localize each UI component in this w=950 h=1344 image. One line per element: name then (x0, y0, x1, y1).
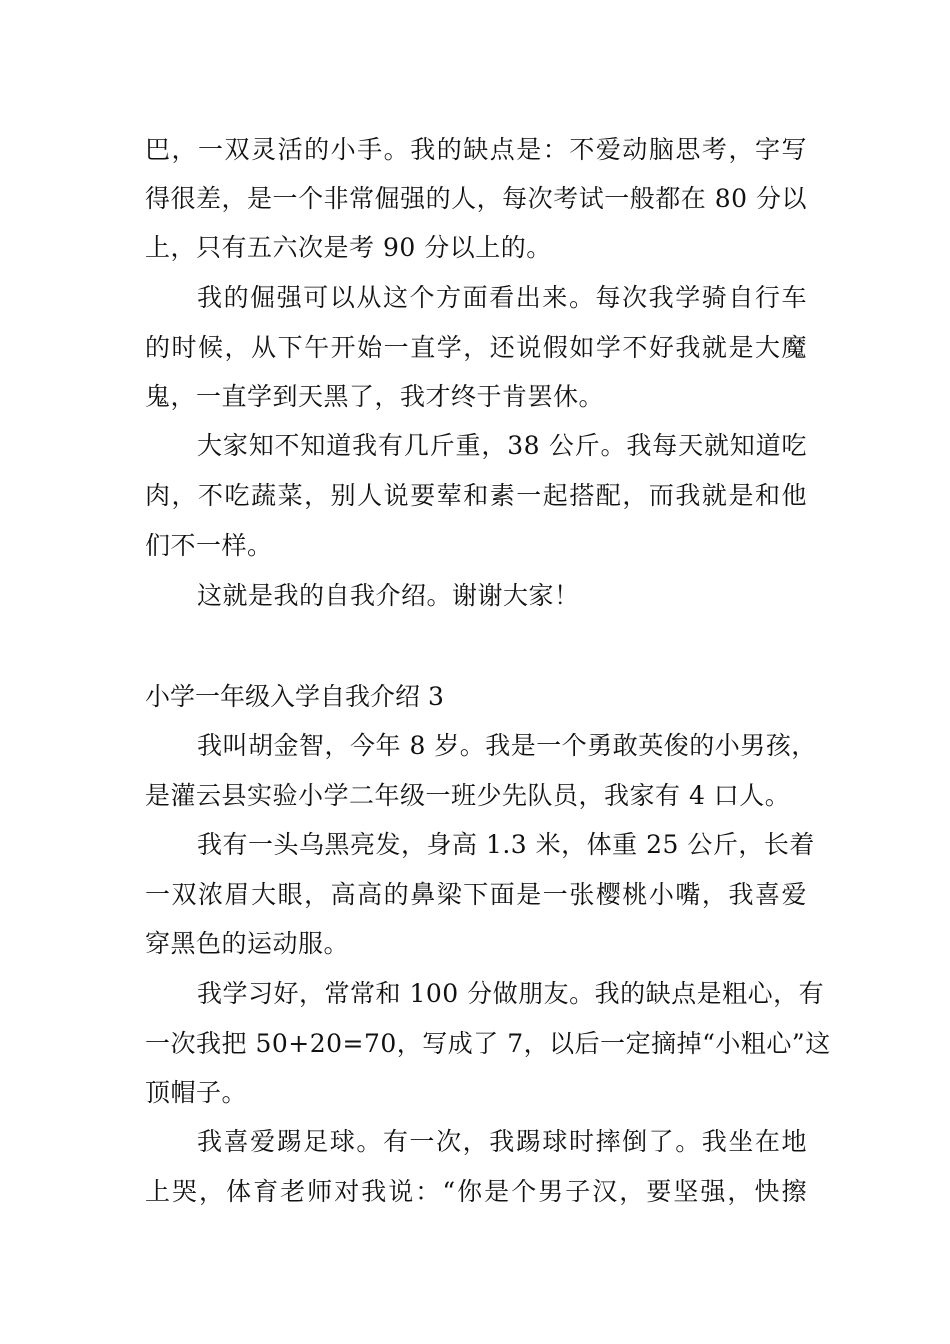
text-line: 顶帽子。 (145, 1078, 248, 1107)
text-line: 是灌云县实验小学二年级一班少先队员，我家有 4 口人。 (145, 781, 791, 810)
text-line: 我有一头乌黑亮发，身高 1.3 米，体重 25 公斤，长着 (197, 830, 815, 859)
text-line: 大家知不知道我有几斤重，38 公斤。我每天就知道吃 (197, 431, 807, 460)
text-line: 上，只有五六次是考 90 分以上的。 (145, 233, 552, 262)
text-line: 得很差，是一个非常倔强的人，每次考试一般都在 80 分以 (145, 184, 807, 213)
text-line: 上哭，体育老师对我说：“你是个男子汉，要坚强，快擦 (145, 1177, 807, 1206)
text-line: 一双浓眉大眼，高高的鼻梁下面是一张樱桃小嘴，我喜爱 (145, 880, 807, 909)
section-heading: 小学一年级入学自我介绍 3 (145, 682, 444, 711)
text-line: 我叫胡金智，今年 8 岁。我是一个勇敢英俊的小男孩， (197, 731, 817, 760)
text-line: 我喜爱踢足球。有一次，我踢球时摔倒了。我坐在地 (197, 1127, 807, 1156)
text-line: 穿黑色的运动服。 (145, 929, 350, 958)
text-line: 鬼，一直学到天黑了，我才终于肯罢休。 (145, 382, 605, 411)
text-line: 这就是我的自我介绍。谢谢大家！ (197, 581, 580, 610)
text-line: 巴，一双灵活的小手。我的缺点是：不爱动脑思考，字写 (145, 135, 807, 164)
text-line: 们不一样。 (145, 531, 273, 560)
text-line: 肉，不吃蔬菜，别人说要荤和素一起搭配，而我就是和他 (145, 481, 807, 510)
text-line: 我的倔强可以从这个方面看出来。每次我学骑自行车 (197, 283, 807, 312)
text-line: 一次我把 50+20=70，写成了 7，以后一定摘掉“小粗心”这 (145, 1029, 831, 1058)
text-line: 我学习好，常常和 100 分做朋友。我的缺点是粗心，有 (197, 979, 825, 1008)
text-line: 的时候，从下午开始一直学，还说假如学不好我就是大魔 (145, 333, 807, 362)
